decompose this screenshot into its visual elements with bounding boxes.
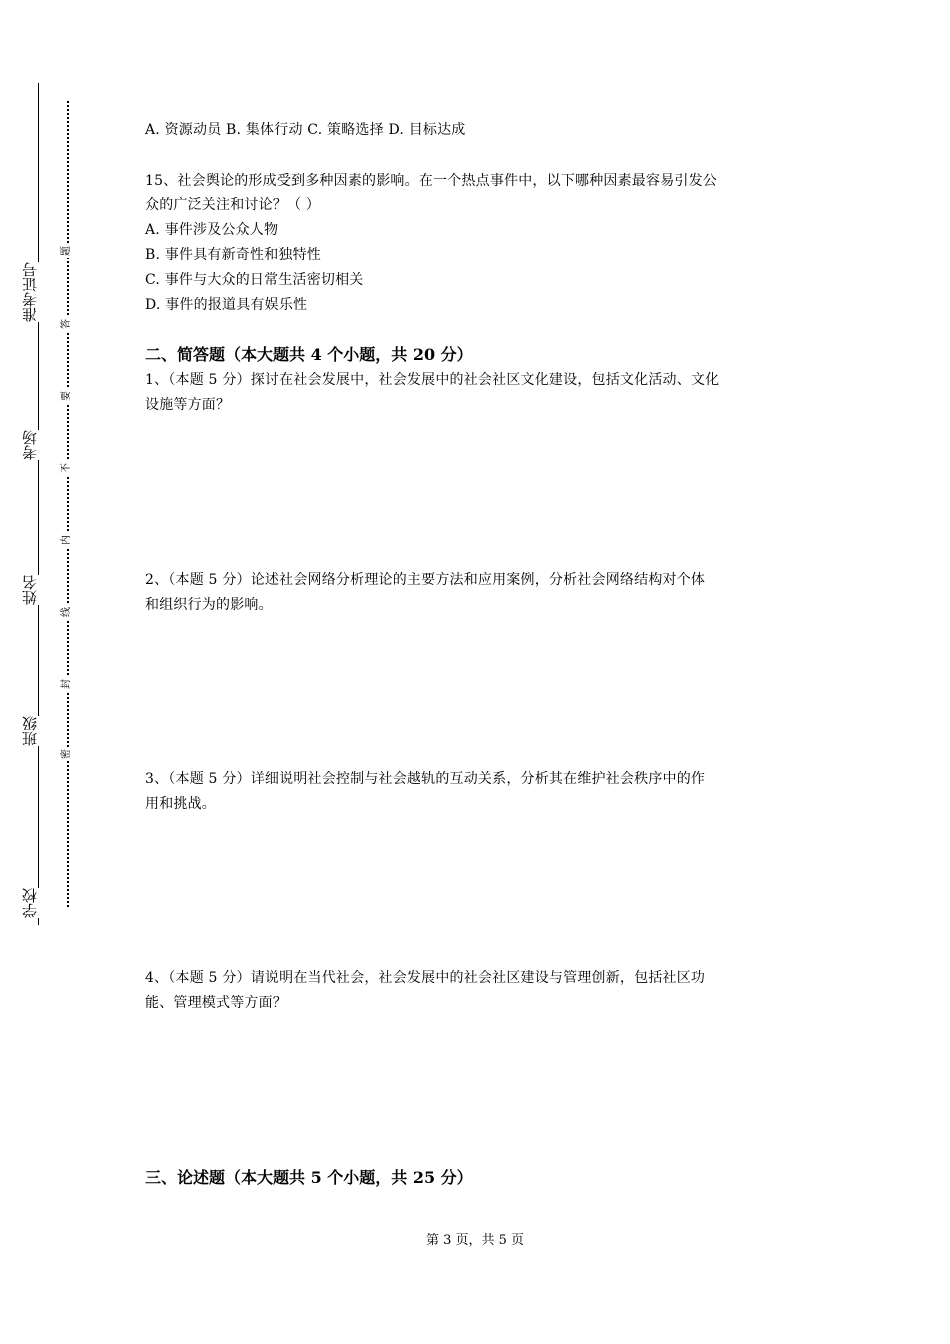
prev-question-options: A. 资源动员 B. 集体行动 C. 策略选择 D. 目标达成 <box>145 122 466 138</box>
q15-option-a: A. 事件涉及公众人物 <box>145 222 279 238</box>
sa-q2: 2、（本题 5 分）论述社会网络分析理论的主要方法和应用案例，分析社会网络结构对个体 <box>145 572 706 588</box>
binding-line <box>38 83 39 925</box>
school-label: 学校 <box>21 888 39 918</box>
sa-q3: 3、（本题 5 分）详细说明社会控制与社会越轨的互动关系，分析其在维护社会秩序中的作 <box>145 771 706 787</box>
sa-q4-cont: 能、管理模式等方面？ <box>145 995 287 1011</box>
exam-room-label: 考场 <box>21 430 39 460</box>
seal-char: 要 <box>59 389 75 403</box>
seal-char: 内 <box>59 533 75 547</box>
q15-stem-cont: 众的广泛关注和讨论？（ ） <box>145 197 321 213</box>
class-label: 班级 <box>21 716 39 746</box>
name-label: 姓名 <box>21 575 39 605</box>
q15-option-c: C. 事件与大众的日常生活密切相关 <box>145 272 364 288</box>
sa-q3-cont: 用和挑战。 <box>145 796 216 812</box>
seal-char: 密 <box>59 747 75 761</box>
seal-char: 线 <box>59 605 75 619</box>
q15-stem: 15、社会舆论的形成受到多种因素的影响。在一个热点事件中，以下哪种因素最容易引发公 <box>145 173 718 189</box>
seal-dotted-line <box>67 101 69 907</box>
sa-q4: 4、（本题 5 分）请说明在当代社会，社会发展中的社会社区建设与管理创新，包括社区功 <box>145 970 706 986</box>
section-3-title: 三、论述题（本大题共 5 个小题，共 25 分） <box>145 1168 473 1187</box>
q15-option-b: B. 事件具有新奇性和独特性 <box>145 247 321 263</box>
seal-char: 答 <box>59 317 75 331</box>
seal-char: 封 <box>59 677 75 691</box>
seal-char: 题 <box>59 244 75 258</box>
sa-q2-cont: 和组织行为的影响。 <box>145 597 273 613</box>
exam-id-label: 准考证号 <box>21 262 39 322</box>
sa-q1: 1、（本题 5 分）探讨在社会发展中，社会发展中的社会社区文化建设，包括文化活动、文化 <box>145 372 720 388</box>
page-number: 第 3 页，共 5 页 <box>425 1233 525 1248</box>
sa-q1-cont: 设施等方面？ <box>145 397 231 413</box>
seal-char: 不 <box>59 461 75 475</box>
section-2-title: 二、简答题（本大题共 4 个小题，共 20 分） <box>145 345 473 364</box>
q15-option-d: D. 事件的报道具有娱乐性 <box>145 297 308 313</box>
